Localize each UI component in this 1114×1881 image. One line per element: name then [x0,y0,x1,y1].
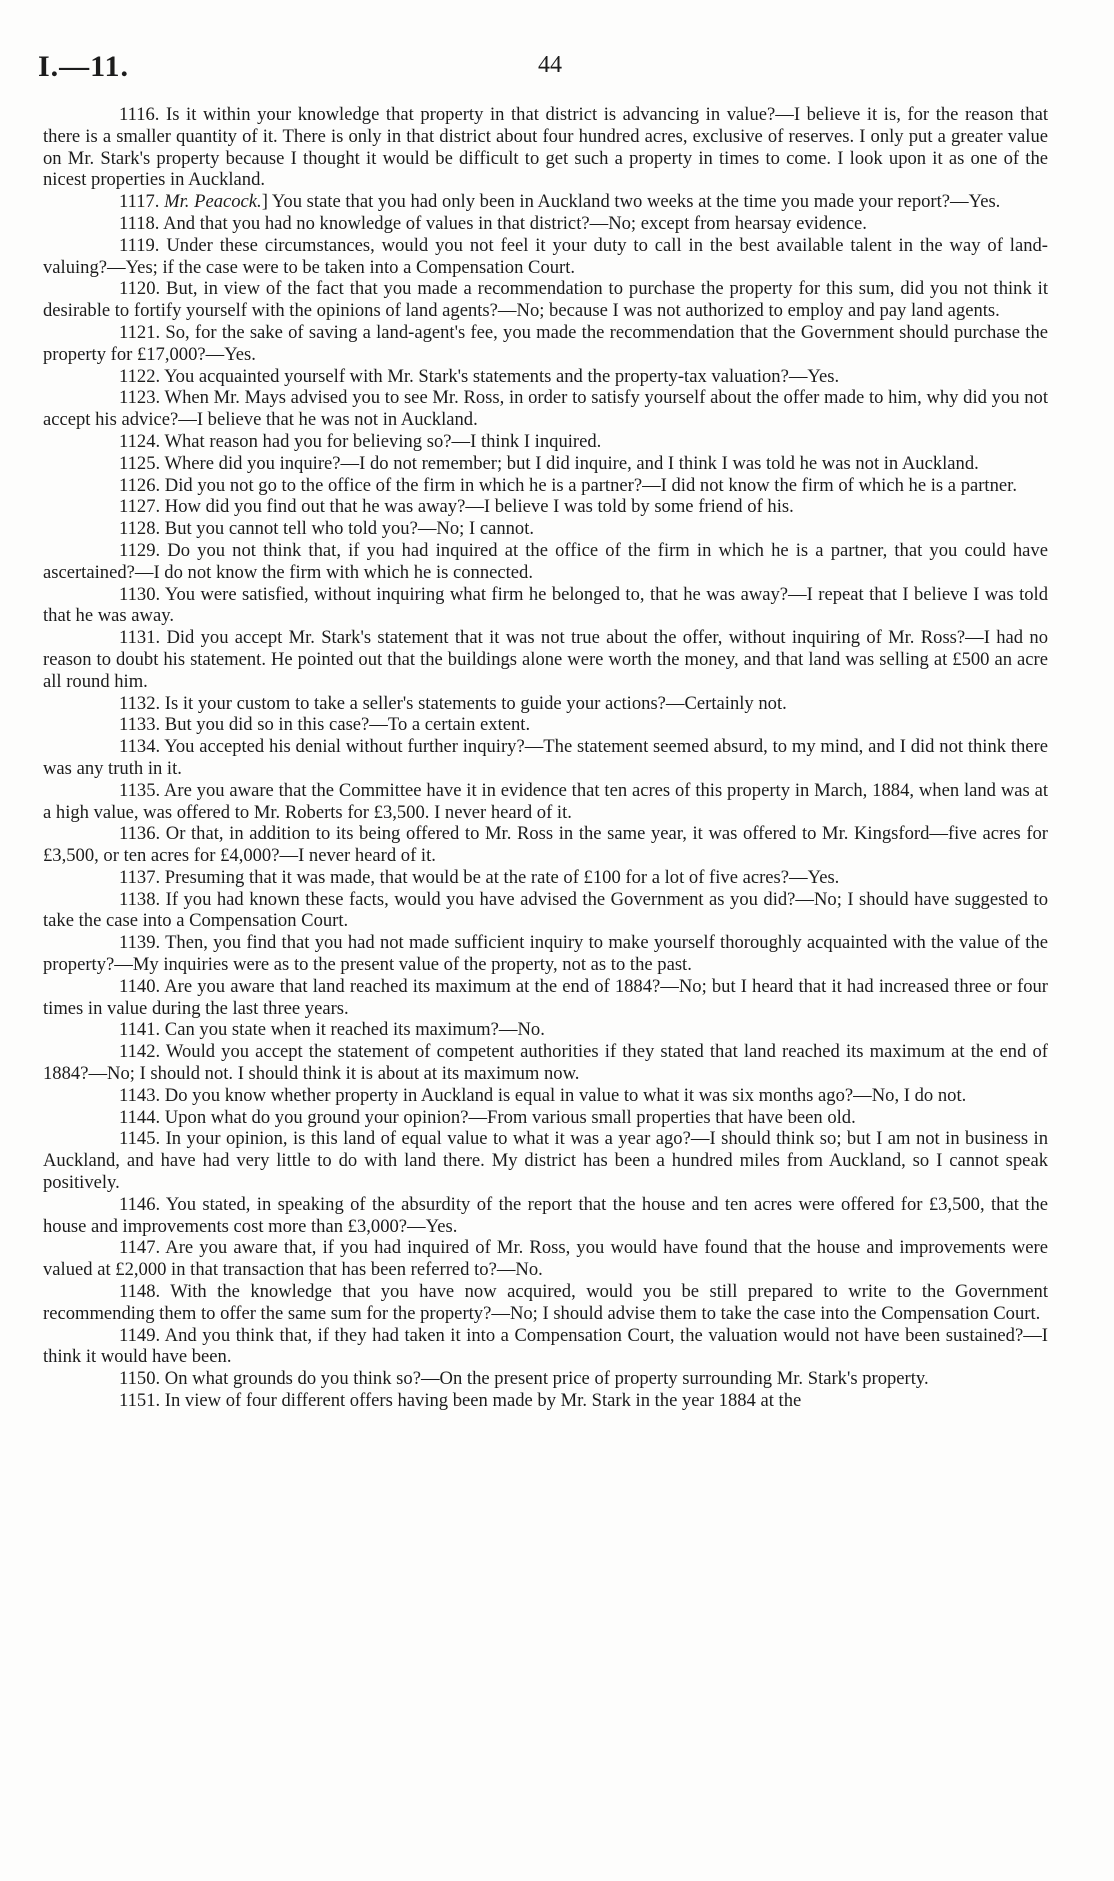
paragraph-1124: 1124. What reason had you for believing so?—I think I inquired. [119,430,602,452]
paragraph-1119: 1119. Under these circumstances, would you not feel it your duty to call in the best available talent in the way of land-valuing?—Yes; if the case were to be taken into a Compensation Court. [43,234,1048,278]
paragraph-1141: 1141. Can you state when it reached its maximum?—No. [119,1019,545,1041]
paragraph-1123: 1123. When Mr. Mays advised you to see Mr. Ross, in order to satisfy yourself about the offer made to him, why did you not accept his advice?—I believe that he was not in Auckland. [43,387,1048,431]
body-text [43,104,1048,1412]
paragraph-1144: 1144. Upon what do you ground your opinion?—From various small properties that have been old. [119,1106,856,1128]
paragraph-1134: 1134. You accepted his denial without further inquiry?—The statement seemed absurd, to my mind, and I did not think there was any truth in it. [43,736,1048,779]
page-header [38,50,1072,90]
paragraph-1137: 1137. Presuming that it was made, that would be at the rate of £100 for a lot of five acres?—Yes. [119,866,840,888]
paragraph-1127: 1127. How did you find out that he was away?—I believe I was told by some friend of his. [119,496,794,518]
paragraph-1116: 1116. Is it within your knowledge that property in that district is advancing in value?—I believe it is, for the reason that there is a smaller quantity of it. There is only in that district about four hundred acres, exclusive of reserves. I only put a greater value on Mr. Stark's property because I thought it would be difficult to get such a property in times to come. I look upon it as one of the nicest properties in Auckland. [43,104,1048,191]
paragraph-1120: 1120. But, in view of the fact that you made a recommendation to purchase the property for this sum, did you not think it desirable to fortify yourself with the opinions of land agents?—No; because I was not authorized to employ and pay land agents. [43,278,1048,322]
paragraph-1130: 1130. You were satisfied, without inquiring what firm he belonged to, that he was away?—I repeat that I believe I was told that he was away. [43,583,1048,627]
paragraph-1125: 1125. Where did you inquire?—I do not remember; but I did inquire, and I think I was told he was not in Auckland. [119,452,979,474]
speaker-name: Mr. Peacock. [164,191,262,213]
paragraph-1150: 1150. On what grounds do you think so?—On the present price of property surrounding Mr. Stark's property. [119,1368,929,1390]
paragraph-1122: 1122. You acquainted yourself with Mr. Stark's statements and the property-tax valuation?—Yes. [119,365,840,387]
paragraph-1129: 1129. Do you not think that, if you had inquired at the office of the firm in which he is a partner, that you could have ascertained?—I do not know the firm with which he is connected. [43,539,1048,583]
paragraph-1149: 1149. And you think that, if they had taken it into a Compensation Court, the valuation would not have been sustained?—I think it would have been. [43,1324,1048,1368]
document-reference: I.—11. [38,50,130,83]
paragraph-1146: 1146. You stated, in speaking of the absurdity of the report that the house and ten acres were offered for £3,500, that the house and improvements cost more than £3,000?—Yes. [43,1193,1048,1237]
paragraph-1136: 1136. Or that, in addition to its being offered to Mr. Ross in the same year, it was offered to Mr. Kingsford—five acres for £3,500, or ten acres for £4,000?—I never heard of it. [43,823,1048,867]
paragraph-1139: 1139. Then, you find that you had not made sufficient inquiry to make yourself thoroughly acquainted with the value of the property?—My inquiries were as to the present value of the property, not as to the past. [43,932,1048,976]
paragraph-1143: 1143. Do you know whether property in Auckland is equal in value to what it was six months ago?—No, I do not. [119,1084,967,1106]
page-number: 44 [538,52,562,78]
paragraph-1126: 1126. Did you not go to the office of the firm in which he is a partner?—I did not know the firm of which he is a partner. [119,474,1017,496]
paragraph-1117 [43,191,1048,213]
paragraph-1135: 1135. Are you aware that the Committee have it in evidence that ten acres of this property in March, 1884, when land was at a high value, was offered to Mr. Roberts for £3,500. I never heard of it. [43,779,1048,823]
paragraph-1131: 1131. Did you accept Mr. Stark's statement that it was not true about the offer, without inquiring of Mr. Ross?—I had no reason to doubt his statement. He pointed out that the buildings alone were worth the money, and that land was selling at £500 an acre all round him. [43,627,1048,692]
paragraph-1151: 1151. In view of four different offers having been made by Mr. Stark in the year 1884 at the [119,1390,802,1412]
paragraph-1118: 1118. And that you had no knowledge of values in that district?—No; except from hearsay evidence. [119,212,867,234]
paragraph-1138: 1138. If you had known these facts, would you have advised the Government as you did?—No; I should have suggested to take the case into a Compensation Court. [43,888,1048,932]
question-number: 1117. [119,191,160,213]
paragraph-1132: 1132. Is it your custom to take a seller's statements to guide your actions?—Certainly not. [119,692,787,714]
paragraph-1140: 1140. Are you aware that land reached its maximum at the end of 1884?—No; but I heard that it had increased three or four times in value during the last three years. [43,975,1048,1019]
paragraph-1148: 1148. With the knowledge that you have now acquired, would you be still prepared to write to the Government recommending them to offer the same sum for the property?—No; I should advise them to take the case into the Compensation Court. [43,1281,1048,1324]
paragraph-1147: 1147. Are you aware that, if you had inquired of Mr. Ross, you would have found that the house and improvements were valued at £2,000 in that transaction that has been referred to?—No. [43,1237,1048,1281]
paragraph-1121: 1121. So, for the sake of saving a land-agent's fee, you made the recommendation that the Government should purchase the property for £17,000?—Yes. [43,321,1048,365]
paragraph-1128: 1128. But you cannot tell who told you?—No; I cannot. [119,518,535,540]
paragraph-1145: 1145. In your opinion, is this land of equal value to what it was a year ago?—I should think so; but I am not in business in Auckland, and have had very little to do with land there. My district has been a hundred miles from Auckland, so I cannot speak positively. [43,1128,1048,1194]
paragraph-1133: 1133. But you did so in this case?—To a certain extent. [119,714,531,736]
paragraph-text: ] You state that you had only been in Auckland two weeks at the time you made your report?—Yes. [261,191,1001,213]
paragraph-1142: 1142. Would you accept the statement of competent authorities if they stated that land reached its maximum at the end of 1884?—No; I should not. I should think it is about at its maximum now. [43,1041,1048,1085]
